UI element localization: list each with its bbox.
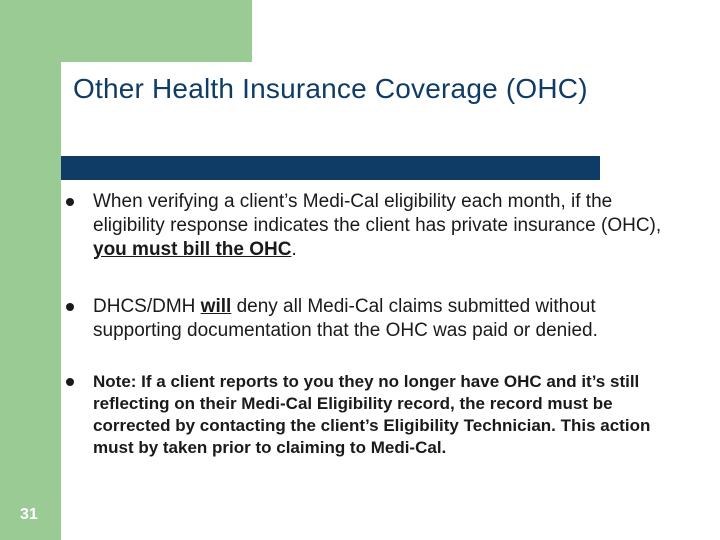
bullet-dot-icon <box>66 198 74 206</box>
bullet-item-deny-claims <box>66 295 676 343</box>
decorative-left-bar <box>0 0 61 540</box>
bullet-dot-icon <box>66 378 74 386</box>
bullet-emphasis: will <box>200 296 232 317</box>
bullet-dot-icon <box>66 303 74 311</box>
bullet-text: When verifying a client’s Medi-Cal eligibility each month, if the eligibility response indicates the client has private insurance (OHC), <box>93 191 662 236</box>
bullet-text-end: deny all Medi-Cal claims submitted without supporting documentation that the OHC was paid or denied. <box>93 296 598 341</box>
bullet-item-bill-ohc <box>66 190 676 262</box>
page-number: 31 <box>20 506 38 523</box>
bullet-emphasis: you must bill the OHC <box>93 239 292 260</box>
bullet-text: DHCS/DMH <box>93 296 201 317</box>
title-divider-bar <box>61 156 600 180</box>
bullet-item-note <box>66 371 676 459</box>
bullet-list <box>66 190 676 459</box>
bullet-text-end: . <box>291 239 297 260</box>
slide-title: Other Health Insurance Coverage (OHC) <box>73 73 588 104</box>
bullet-text: Note: If a client reports to you they no longer have OHC and it’s still reflecting on their Medi-Cal Eligibility record, the record must be corrected by contacting the client’s Eligibility Technician. This action must by taken prior to claiming to Medi-Cal. <box>93 372 651 457</box>
